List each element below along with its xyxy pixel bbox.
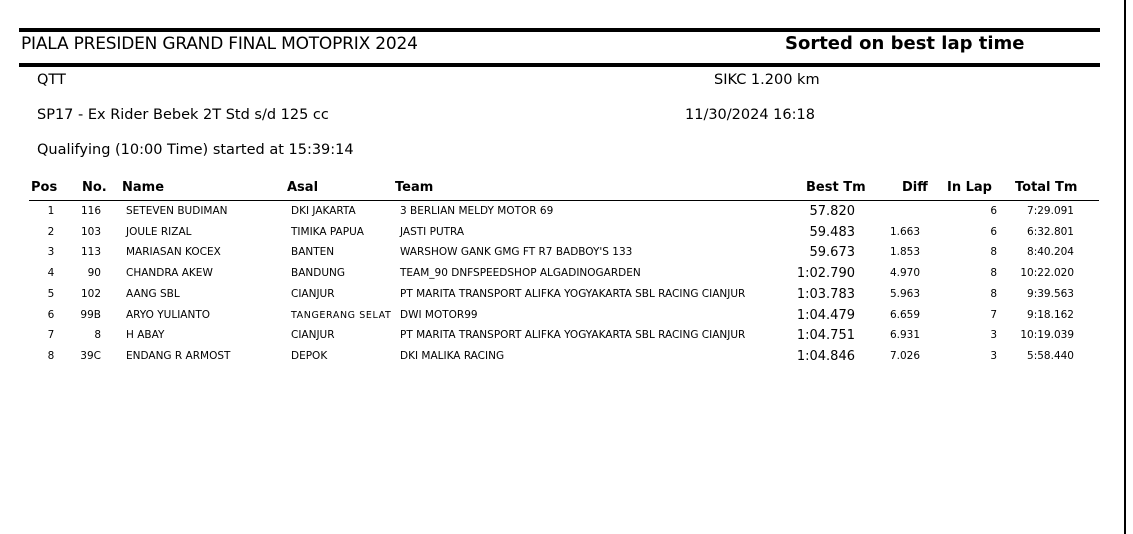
best-time-cell: 1:03.783 (796, 286, 855, 302)
col-header-diff: Diff (902, 180, 928, 195)
table-row (0, 346, 1133, 367)
number-cell: 113 (80, 246, 101, 259)
pos-cell: 6 (47, 308, 55, 321)
total-time-cell: 10:22.020 (1020, 267, 1074, 280)
number-cell: 90 (87, 267, 101, 280)
total-time-cell: 9:18.162 (1027, 308, 1074, 321)
table-row (0, 242, 1133, 263)
in-lap-cell: 8 (990, 267, 997, 280)
team-cell: WARSHOW GANK GMG FT R7 BADBOY'S 133 (400, 246, 633, 259)
table-row (0, 305, 1133, 326)
asal-cell: CIANJUR (291, 287, 335, 300)
pos-cell: 2 (47, 225, 55, 238)
number-cell: 116 (80, 205, 101, 217)
total-time-cell: 7:29.091 (1027, 205, 1074, 217)
asal-cell: DKI JAKARTA (291, 205, 356, 217)
total-time-cell: 8:40.204 (1027, 246, 1074, 259)
session-label: QTT (37, 72, 66, 88)
team-cell: TEAM_90 DNFSPEEDSHOP ALGADINOGARDEN (400, 267, 641, 280)
team-cell: 3 BERLIAN MELDY MOTOR 69 (400, 205, 554, 217)
best-time-cell: 57.820 (809, 204, 855, 219)
total-time-cell: 6:32.801 (1027, 225, 1074, 238)
diff-cell: 6.659 (889, 308, 920, 321)
asal-cell: DEPOK (291, 349, 328, 362)
total-time-cell: 10:19.039 (1020, 329, 1074, 342)
team-cell: PT MARITA TRANSPORT ALIFKA YOGYAKARTA SBL RACING CIANJUR (400, 329, 746, 342)
team-cell: JASTI PUTRA (400, 225, 465, 238)
col-header-no: No. (82, 180, 107, 195)
in-lap-cell: 8 (990, 287, 997, 300)
col-header-total: Total Tm (1015, 180, 1078, 195)
asal-cell: BANDUNG (291, 267, 346, 280)
number-cell: 8 (94, 329, 101, 342)
asal-cell: BANTEN (291, 246, 335, 259)
team-cell: PT MARITA TRANSPORT ALIFKA YOGYAKARTA SBL RACING CIANJUR (400, 287, 746, 300)
diff-cell: 7.026 (889, 349, 920, 362)
report-datetime: 11/30/2024 16:18 (685, 107, 815, 123)
col-header-asal: Asal (287, 180, 319, 195)
name-cell: JOULE RIZAL (126, 225, 192, 238)
number-cell: 102 (80, 287, 101, 300)
pos-cell: 1 (47, 205, 55, 217)
diff-cell: 5.963 (889, 287, 920, 300)
in-lap-cell: 6 (990, 205, 997, 217)
header-bottom-rule (19, 63, 1100, 67)
diff-cell: 1.853 (889, 246, 920, 259)
best-time-cell: 59.673 (809, 245, 855, 261)
number-cell: 99B (80, 308, 101, 321)
name-cell: H ABAY (126, 329, 165, 342)
session-info: Qualifying (10:00 Time) started at 15:39:14 (37, 142, 354, 158)
in-lap-cell: 3 (990, 349, 997, 362)
in-lap-cell: 8 (990, 246, 997, 259)
class-name: SP17 - Ex Rider Bebek 2T Std s/d 125 cc (37, 107, 329, 123)
name-cell: ARYO YULIANTO (126, 308, 211, 321)
best-time-cell: 1:04.846 (796, 348, 855, 364)
header-top-rule (19, 28, 1100, 32)
team-cell: DWI MOTOR99 (400, 308, 478, 321)
col-header-inlap: In Lap (947, 180, 992, 195)
name-cell: SETEVEN BUDIMAN (126, 205, 228, 217)
asal-cell: TANGERANG SELAT (291, 309, 392, 321)
team-cell: DKI MALIKA RACING (400, 349, 505, 362)
name-cell: MARIASAN KOCEX (126, 246, 221, 259)
pos-cell: 5 (47, 287, 55, 300)
pos-cell: 3 (47, 246, 55, 259)
col-header-best: Best Tm (806, 180, 866, 195)
asal-cell: CIANJUR (291, 329, 335, 342)
best-time-cell: 1:04.479 (796, 307, 855, 323)
pos-cell: 4 (47, 267, 55, 280)
sort-label: Sorted on best lap time (785, 33, 1025, 54)
col-header-name: Name (122, 180, 165, 195)
name-cell: CHANDRA AKEW (126, 267, 213, 280)
event-title: PIALA PRESIDEN GRAND FINAL MOTOPRIX 2024 (21, 34, 418, 54)
pos-cell: 8 (47, 349, 55, 362)
pos-cell: 7 (47, 329, 55, 342)
name-cell: AANG SBL (126, 287, 180, 300)
in-lap-cell: 6 (990, 225, 997, 238)
table-row (0, 263, 1133, 284)
table-row (0, 284, 1133, 305)
circuit-label: SIKC 1.200 km (714, 72, 820, 88)
col-header-pos: Pos (31, 180, 58, 195)
diff-cell: 1.663 (889, 225, 920, 238)
table-row (0, 222, 1133, 243)
col-header-team: Team (395, 180, 434, 195)
diff-cell: 6.931 (889, 329, 920, 342)
asal-cell: TIMIKA PAPUA (291, 225, 364, 238)
diff-cell: 4.970 (889, 267, 920, 280)
number-cell: 39C (80, 349, 101, 362)
name-cell: ENDANG R ARMOST (126, 349, 231, 362)
number-cell: 103 (80, 225, 101, 238)
in-lap-cell: 3 (990, 329, 997, 342)
best-time-cell: 1:04.751 (796, 328, 855, 344)
table-row (0, 325, 1133, 346)
in-lap-cell: 7 (990, 308, 997, 321)
best-time-cell: 59.483 (809, 224, 855, 240)
total-time-cell: 9:39.563 (1027, 287, 1074, 300)
total-time-cell: 5:58.440 (1027, 349, 1074, 362)
best-time-cell: 1:02.790 (796, 266, 855, 282)
table-row (0, 201, 1133, 222)
